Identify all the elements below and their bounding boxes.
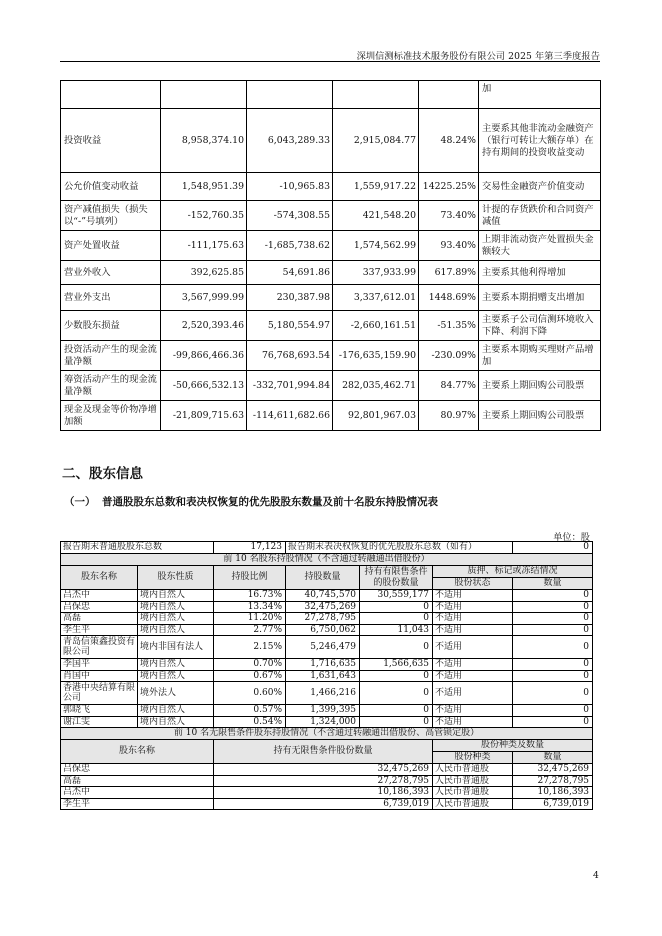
holder-nature: 境内自然人 xyxy=(138,624,214,636)
header-divider xyxy=(60,61,600,62)
unrestricted-title: 前 10 名无限售条件股东持股情况（不含通过转融通出借股份、高管锁定股） xyxy=(61,728,593,740)
table-row xyxy=(61,601,593,613)
prior-value: -114,611,682.66 xyxy=(247,401,333,431)
holder-count: 0 xyxy=(513,613,593,625)
holder-nature: 境内自然人 xyxy=(138,659,214,671)
prior-value: 54,691.86 xyxy=(247,261,333,285)
holder-ratio: 16.73% xyxy=(214,590,286,602)
holder-nature: 境内自然人 xyxy=(138,590,214,602)
holder-restricted: 0 xyxy=(360,636,433,659)
column-header-row xyxy=(61,566,593,578)
holder-name: 吕杰中 xyxy=(61,787,214,799)
holder-name: 谢江雯 xyxy=(61,716,138,728)
table-row xyxy=(61,636,593,659)
current-value: 3,567,999.99 xyxy=(161,285,247,311)
holder-status: 不适用 xyxy=(433,636,513,659)
current-value: 392,625.85 xyxy=(161,261,247,285)
col-header-count: 数量 xyxy=(513,578,593,590)
table-row xyxy=(61,705,593,717)
change-percent: 84.77% xyxy=(419,371,479,401)
change-percent xyxy=(419,81,479,109)
col-header-nature: 股东性质 xyxy=(138,566,214,590)
holder-quantity: 6,750,062 xyxy=(286,624,360,636)
table-row xyxy=(61,341,601,371)
share-kind: 人民币普通股 xyxy=(433,798,513,810)
holder-status: 不适用 xyxy=(433,682,513,705)
holder-count: 0 xyxy=(513,670,593,682)
table-row xyxy=(61,624,593,636)
subsection-index: （一） xyxy=(64,496,96,508)
current-value: -21,809,715.63 xyxy=(161,401,247,431)
holder-status: 不适用 xyxy=(433,659,513,671)
current-value: -111,175.63 xyxy=(161,231,247,261)
total-holders-value: 17,123 xyxy=(214,542,286,554)
share-kind: 人民币普通股 xyxy=(433,787,513,799)
table-row xyxy=(61,285,601,311)
table-row xyxy=(61,613,593,625)
holder-name: 青岛信策鑫投资有限公司 xyxy=(61,636,138,659)
holder-restricted: 0 xyxy=(360,613,433,625)
unrestricted-quantity: 27,278,795 xyxy=(214,775,433,787)
holder-status: 不适用 xyxy=(433,601,513,613)
holder-restricted: 0 xyxy=(360,682,433,705)
holder-restricted: 30,559,177 xyxy=(360,590,433,602)
prior-value: -332,701,994.84 xyxy=(247,371,333,401)
holder-count: 0 xyxy=(513,705,593,717)
share-count: 6,739,019 xyxy=(513,798,593,810)
current-value: -99,866,466.36 xyxy=(161,341,247,371)
holder-quantity: 5,246,479 xyxy=(286,636,360,659)
table-row xyxy=(61,670,593,682)
table-row xyxy=(61,401,601,431)
change-amount: 1,559,917.22 xyxy=(333,173,419,201)
holder-count: 0 xyxy=(513,659,593,671)
change-reason: 计提的存货跌价和合同资产减值 xyxy=(479,201,601,231)
top10-title: 前 10 名股东持股情况（不含通过转融通出借股份） xyxy=(61,554,593,566)
section-title: 二、股东信息 xyxy=(62,466,143,482)
holder-restricted: 0 xyxy=(360,601,433,613)
item-name: 少数股东损益 xyxy=(61,311,161,341)
change-amount: 3,337,612.01 xyxy=(333,285,419,311)
holder-nature: 境内自然人 xyxy=(138,613,214,625)
holder-restricted: 1,566,635 xyxy=(360,659,433,671)
holder-nature: 境内自然人 xyxy=(138,601,214,613)
holder-restricted: 0 xyxy=(360,705,433,717)
change-amount xyxy=(333,81,419,109)
holder-name: 香港中央结算有限公司 xyxy=(61,682,138,705)
table-row xyxy=(61,311,601,341)
holder-name: 吕杰中 xyxy=(61,590,138,602)
holder-quantity: 1,466,216 xyxy=(286,682,360,705)
holder-status: 不适用 xyxy=(433,590,513,602)
table-row xyxy=(61,798,593,810)
page-header-title: 深圳信测标准技术服务股份有限公司 2025 年第三季度报告 xyxy=(356,51,600,62)
change-reason: 交易性金融资产价值变动 xyxy=(479,173,601,201)
table-section-header xyxy=(61,554,593,566)
table-row xyxy=(61,81,601,109)
col-header-count: 数量 xyxy=(513,752,593,764)
column-header-row xyxy=(61,740,593,752)
table-row xyxy=(61,231,601,261)
change-amount: 337,933.99 xyxy=(333,261,419,285)
col-header-pledge: 质押、标记或冻结情况 xyxy=(433,566,593,578)
change-reason: 加 xyxy=(479,81,601,109)
table-row xyxy=(61,787,593,799)
table-row xyxy=(61,109,601,173)
prior-value: 5,180,554.97 xyxy=(247,311,333,341)
prior-value: 76,768,693.54 xyxy=(247,341,333,371)
holder-ratio: 13.34% xyxy=(214,601,286,613)
holder-status: 不适用 xyxy=(433,716,513,728)
change-reason: 主要系上期回购公司股票 xyxy=(479,371,601,401)
change-percent: 617.89% xyxy=(419,261,479,285)
holder-ratio: 0.54% xyxy=(214,716,286,728)
change-percent: 93.40% xyxy=(419,231,479,261)
holder-ratio: 0.67% xyxy=(214,670,286,682)
holder-restricted: 11,043 xyxy=(360,624,433,636)
holder-name: 李生平 xyxy=(61,798,214,810)
holder-nature: 境内自然人 xyxy=(138,716,214,728)
change-amount: 92,801,967.03 xyxy=(333,401,419,431)
col-header-unrestricted-qty: 持有无限售条件股份数量 xyxy=(214,740,433,764)
change-percent: -230.09% xyxy=(419,341,479,371)
change-percent: 1448.69% xyxy=(419,285,479,311)
unit-label: 单位：股 xyxy=(553,532,590,543)
item-name: 筹资活动产生的现金流量净额 xyxy=(61,371,161,401)
change-percent: 73.40% xyxy=(419,201,479,231)
change-amount: -2,660,161.51 xyxy=(333,311,419,341)
table-row xyxy=(61,659,593,671)
holder-quantity: 32,475,269 xyxy=(286,601,360,613)
table-row xyxy=(61,261,601,285)
holder-name: 李生平 xyxy=(61,624,138,636)
col-header-kind: 股份种类 xyxy=(433,752,513,764)
change-reason: 主要系其他非流动金融资产（银行可转让大额存单）在持有期间的投资收益变动 xyxy=(479,109,601,173)
change-percent: 48.24% xyxy=(419,109,479,173)
prior-value: 6,043,289.33 xyxy=(247,109,333,173)
table-row xyxy=(61,775,593,787)
holder-quantity: 1,631,643 xyxy=(286,670,360,682)
holder-ratio: 2.77% xyxy=(214,624,286,636)
holder-nature: 境内非国有法人 xyxy=(138,636,214,659)
holder-restricted: 0 xyxy=(360,670,433,682)
item-name: 投资活动产生的现金流量净额 xyxy=(61,341,161,371)
total-holders-label: 报告期末普通股股东总数 xyxy=(61,542,214,554)
shareholder-table xyxy=(60,541,593,810)
change-percent: 14225.25% xyxy=(419,173,479,201)
change-reason: 上期非流动资产处置损失金额较大 xyxy=(479,231,601,261)
item-name: 公允价值变动收益 xyxy=(61,173,161,201)
holder-ratio: 0.57% xyxy=(214,705,286,717)
col-header-quantity: 持股数量 xyxy=(286,566,360,590)
unrestricted-quantity: 6,739,019 xyxy=(214,798,433,810)
table-row xyxy=(61,682,593,705)
holder-name: 肖国中 xyxy=(61,670,138,682)
item-name xyxy=(61,81,161,109)
preferred-holders-value: 0 xyxy=(513,542,593,554)
col-header-restricted: 持有有限售条件的股份数量 xyxy=(360,566,433,590)
current-value: -152,760.35 xyxy=(161,201,247,231)
preferred-holders-label: 报告期末表决权恢复的优先股股东总数（如有） xyxy=(286,542,513,554)
holder-name: 高磊 xyxy=(61,775,214,787)
holder-count: 0 xyxy=(513,601,593,613)
share-kind: 人民币普通股 xyxy=(433,764,513,776)
holder-name: 郭晓飞 xyxy=(61,705,138,717)
holder-ratio: 11.20% xyxy=(214,613,286,625)
prior-value: -574,308.55 xyxy=(247,201,333,231)
holder-count: 0 xyxy=(513,682,593,705)
unrestricted-quantity: 32,475,269 xyxy=(214,764,433,776)
current-value: 8,958,374.10 xyxy=(161,109,247,173)
current-value: -50,666,532.13 xyxy=(161,371,247,401)
change-reason: 主要系上期回购公司股票 xyxy=(479,401,601,431)
item-name: 资产减值损失（损失以“-”号填列） xyxy=(61,201,161,231)
holder-restricted: 0 xyxy=(360,716,433,728)
share-count: 10,186,393 xyxy=(513,787,593,799)
table-row xyxy=(61,764,593,776)
prior-value xyxy=(247,81,333,109)
col-header-ratio: 持股比例 xyxy=(214,566,286,590)
share-kind: 人民币普通股 xyxy=(433,775,513,787)
holder-name: 吕保忠 xyxy=(61,764,214,776)
holder-status: 不适用 xyxy=(433,613,513,625)
holder-name: 吕保忠 xyxy=(61,601,138,613)
table-row xyxy=(61,173,601,201)
holder-quantity: 1,324,000 xyxy=(286,716,360,728)
prior-value: 230,387.98 xyxy=(247,285,333,311)
holder-name: 李国平 xyxy=(61,659,138,671)
holder-nature: 境内自然人 xyxy=(138,705,214,717)
current-value: 1,548,951.39 xyxy=(161,173,247,201)
table-row xyxy=(61,590,593,602)
current-value: 2,520,393.46 xyxy=(161,311,247,341)
col-header-kind-group: 股份种类及数量 xyxy=(433,740,593,752)
holder-status: 不适用 xyxy=(433,670,513,682)
table-row xyxy=(61,716,593,728)
holder-ratio: 2.15% xyxy=(214,636,286,659)
change-percent: 80.97% xyxy=(419,401,479,431)
change-percent: -51.35% xyxy=(419,311,479,341)
table-section-header xyxy=(61,728,593,740)
item-name: 营业外支出 xyxy=(61,285,161,311)
col-header-name: 股东名称 xyxy=(61,740,214,764)
unrestricted-quantity: 10,186,393 xyxy=(214,787,433,799)
table-row xyxy=(61,201,601,231)
holder-ratio: 0.70% xyxy=(214,659,286,671)
change-amount: -176,635,159.90 xyxy=(333,341,419,371)
share-count: 27,278,795 xyxy=(513,775,593,787)
change-reason: 主要系本期购买理财产品增加 xyxy=(479,341,601,371)
holder-name: 高磊 xyxy=(61,613,138,625)
page-number: 4 xyxy=(593,870,599,881)
table-row xyxy=(61,371,601,401)
change-amount: 421,548.20 xyxy=(333,201,419,231)
holder-count: 0 xyxy=(513,636,593,659)
change-reason: 主要系本期捐赠支出增加 xyxy=(479,285,601,311)
holder-quantity: 1,399,395 xyxy=(286,705,360,717)
holder-status: 不适用 xyxy=(433,705,513,717)
change-amount: 282,035,462.71 xyxy=(333,371,419,401)
item-name: 投资收益 xyxy=(61,109,161,173)
col-header-name: 股东名称 xyxy=(61,566,138,590)
holder-quantity: 40,745,570 xyxy=(286,590,360,602)
change-amount: 2,915,084.77 xyxy=(333,109,419,173)
col-header-status: 股份状态 xyxy=(433,578,513,590)
item-name: 资产处置收益 xyxy=(61,231,161,261)
holder-count: 0 xyxy=(513,716,593,728)
subsection-title xyxy=(64,494,438,509)
current-value xyxy=(161,81,247,109)
subsection-text: 普通股股东总数和表决权恢复的优先股股东数量及前十名股东持股情况表 xyxy=(102,496,438,508)
prior-value: -1,685,738.62 xyxy=(247,231,333,261)
holder-nature: 境外法人 xyxy=(138,682,214,705)
change-analysis-table xyxy=(60,80,601,431)
holder-quantity: 1,716,635 xyxy=(286,659,360,671)
change-reason: 主要系子公司信测环境收入下降、利润下降 xyxy=(479,311,601,341)
summary-row xyxy=(61,542,593,554)
holder-ratio: 0.60% xyxy=(214,682,286,705)
holder-nature: 境内自然人 xyxy=(138,670,214,682)
share-count: 32,475,269 xyxy=(513,764,593,776)
change-reason: 主要系其他利得增加 xyxy=(479,261,601,285)
item-name: 现金及现金等价物净增加额 xyxy=(61,401,161,431)
prior-value: -10,965.83 xyxy=(247,173,333,201)
holder-count: 0 xyxy=(513,624,593,636)
change-amount: 1,574,562.99 xyxy=(333,231,419,261)
holder-status: 不适用 xyxy=(433,624,513,636)
holder-quantity: 27,278,795 xyxy=(286,613,360,625)
holder-count: 0 xyxy=(513,590,593,602)
item-name: 营业外收入 xyxy=(61,261,161,285)
